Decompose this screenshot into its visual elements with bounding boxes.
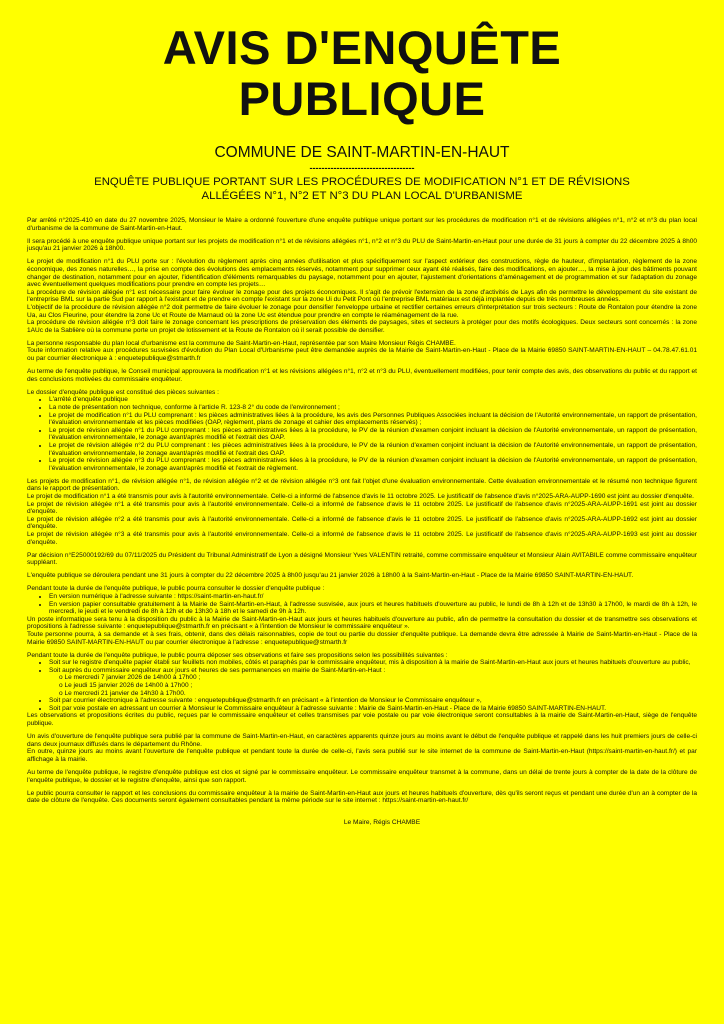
paragraph-deroulement: L'enquête publique se déroulera pendant une 31 jours à compter du 22 décembre 2025 à 8h00 jusqu'au 21 janvier 2026 à 18h00 à la Saint-Martin-en-Haut - Place de la Mairie 69850 SAINT-MARTIN-EN-HAUT. xyxy=(27,572,634,580)
consultation-list xyxy=(27,593,697,616)
list-item: • L'arrêté d'enquête publique xyxy=(49,396,697,404)
list-item: • En version papier consultable gratuitement à la Mairie de Saint-Martin-en-Haut, à l'adresse susvisée, aux jours et heures habituels d'ouverture au public, le lundi de 8h à 12h et de 13h30 à 17h00, le mardi de 8h à 12h, le mercredi, le jeudi et le vendredi de 8h à 12h et de 13h30 à 18h et le samedi de 9h à 12h. xyxy=(49,601,697,616)
paragraph-avis-revision-3: Le projet de révision allégée n°3 a été transmis pour avis à l'autorité environnementale. Celle-ci a informé de l'absence d'avis le 11 octobre 2025. Le justificatif de l'absence d'avis n°2025-ARA-AUPP-1693 est joint au dossier d'enquête. xyxy=(27,530,697,546)
list-item: • La note de présentation non technique, conforme à l'article R. 123-8 2° du code de l'environnement ; xyxy=(49,404,697,412)
paragraph-revision-1: La procédure de révision allégée n°1 est nécessaire pour faire évoluer le zonage pour des projets économiques. Il s'agit de prévoir l'extension de la zone d'activités de Lays afin de permettre le développement du site existant de l'entreprise BML sur la partie Sud par rapport à l'existant et de prendre en compte l'existant sur la zone Ui du Petit Pont où l'entreprise BML matériaux est déjà implantée depuis de très nombreuses années. xyxy=(27,288,697,304)
paragraph-rapport: Le public pourra consulter le rapport et les conclusions du commissaire enquêteur à la mairie de Saint-Martin-en-Haut aux jours et heures habituels d'ouverture, dès qu'ils seront reçus et pendant une durée d'un an à compter de la date de clôture de l'enquête. Ces documents seront également consultables pendant la même période sur le site internet : https://saint-martin-en-haut.fr/ xyxy=(27,789,697,805)
list-item: • Soit par courrier électronique à l'adresse suivante : enquetepublique@stmarth.fr en précisant « à l'intention de Monsieur le Commissaire enquêteur », xyxy=(49,697,697,705)
paragraph-terme: Au terme de l'enquête publique, le Conseil municipal approuvera la modification n°1 et les révisions allégées n°1, n°2 et n°3 du PLU, éventuellement modifiées, pour tenir compte des avis, des observations du public et du rapport et des conclusions motivées du commissaire enquêteur. xyxy=(27,368,697,383)
paragraph-avis-ouverture: Un avis d'ouverture de l'enquête publique sera publié par la commune de Saint-Martin-en-Haut, en caractères apparents quinze jours au moins avant le début de l'enquête publique et rappelé dans les huit premiers jours de celle-ci dans deux journaux diffusés dans le département du Rhône. xyxy=(27,733,697,748)
notice-subtitle xyxy=(27,175,697,203)
subtitle-line-1: ENQUÊTE PUBLIQUE PORTANT SUR LES PROCÉDURES DE MODIFICATION N°1 ET DE RÉVISIONS xyxy=(94,176,630,188)
list-item: • Le projet de modification n°1 du PLU comprenant : les pièces administratives liées à la procédure, les avis des Personnes Publiques Associées incluant la décision de l'Autorité environnementale, un rapport de présentation, l'évaluation environnementale et les pièces modifiées (OAP, règlement, plans de zonage et cahier des emplacements réservés) ; xyxy=(49,412,697,427)
deposit-list xyxy=(27,659,697,712)
paragraph-publication-internet: En outre, quinze jours au moins avant l'ouverture de l'enquête publique et pendant toute la durée de celle-ci, l'avis sera publié sur le site internet de la commune de Saint-Martin-en-Haut (https://saint-martin-en-haut.fr/) et par affichage à la mairie. xyxy=(27,748,697,763)
list-item: • Soit par voie postale en adressant un courrier à Monsieur le Commissaire enquêteur à l'adresse suivante : Mairie de Saint-Martin-en-Haut - Place de la Mairie 69850 SAINT-MARTIN-EN-HAUT. xyxy=(49,705,697,713)
paragraph-decision: Par décision n°E25000192/69 du 07/11/2025 du Président du Tribunal Administratif de Lyon a désigné Monsieur Yves VALENTIN retraité, comme commissaire enquêteur et Monsieur Alain AVITABILE comme commissaire enquêteur suppléant. xyxy=(27,551,697,567)
list-item: • Le projet de révision allégée n°1 du PLU comprenant : les pièces administratives liées à la procédure, le PV de la réunion d'examen conjoint incluant la décision de l'Autorité environnementale, un rapport de présentation, l'évaluation environnementale, le zonage avant/après modifié et l'extrait des OAP. xyxy=(49,427,697,442)
notice-body xyxy=(27,217,697,805)
paragraph-responsable: La personne responsable du plan local d'urbanisme est la commune de Saint-Martin-en-Haut, représentée par son Maire Monsieur Régis CHAMBE. xyxy=(27,339,456,347)
list-item: • Soit sur le registre d'enquête papier établi sur feuillets non mobiles, côtés et paraphés par le commissaire enquêteur, mis à disposition à la mairie de Saint-Martin-en-Haut aux jours et heures habituels d'ouverture au public, xyxy=(49,659,697,667)
list-item-text: Soit auprès du commissaire enquêteur aux jours et heures de ses permanences en mairie de Saint-Martin-en-Haut : xyxy=(49,666,386,674)
permanence-item: o Le jeudi 15 janvier 2026 de 14h00 à 17h00 ; xyxy=(59,682,193,690)
paragraph-copie-dossier: Toute personne pourra, à sa demande et à ses frais, obtenir, dans des délais raisonnables, copie de tout ou partie du dossier d'enquête publique. La demande devra être adressée à Mairie de Saint-Martin-en-Haut - Place de la Mairie 69850 SAINT-MARTIN-EN-HAUT ou par courrier électronique à l'adresse : enquetepublique@stmarth.fr xyxy=(27,631,697,646)
permanence-item: o Le mercredi 21 janvier de 14h30 à 17h00. xyxy=(59,689,186,697)
paragraph-avis-revision-2: Le projet de révision allégée n°2 a été transmis pour avis à l'autorité environnementale. Celle-ci a informé de l'absence d'avis le 11 octobre 2025. Le justificatif de l'absence d'avis n°2025-ARA-AUPP-1692 est joint au dossier d'enquête. xyxy=(27,515,697,531)
list-item: • Le projet de révision allégée n°2 du PLU comprenant : les pièces administratives liées à la procédure, le PV de la réunion d'examen conjoint incluant la décision de l'Autorité environnementale, un rapport de présentation, l'évaluation environnementale, le zonage avant/après modifié et l'extrait des OAP. xyxy=(49,442,697,457)
commune-name: COMMUNE DE SAINT-MARTIN-EN-HAUT xyxy=(214,144,510,161)
permanence-item: o Le mercredi 7 janvier 2026 de 14h00 à 17h00 ; xyxy=(59,674,201,682)
dossier-list xyxy=(27,396,697,472)
paragraph-modification: Le projet de modification n°1 du PLU porte sur : l'évolution du règlement après cinq années d'utilisation et plus spécifiquement sur l'aspect extérieur des constructions, règle de hauteur, d'implantation, règlement de la zone économique, des zones naturelles…, la prise en compte des évolutions des emplacements réservés, notamment pour supprimer ceux ayant été réalisés, faire des modifications, en ajouter…, la mise à jour des bâtiments pouvant changer de destination, notamment pour en ajouter, l'identification d'éléments remarquables du paysage, notamment pour en ajouter, l'ajustement d'orientations d'aménagement et de programmation et sur l'adaptation du zonage avec éventuellement quelques modifications pour prendre en compte les projets… xyxy=(27,258,697,289)
list-item xyxy=(49,667,697,697)
paragraph-evaluation: Les projets de modification n°1, de révision allégée n°1, de révision allégée n°2 et de révision allégée n°3 ont fait l'objet d'une évaluation environnementale. Cette évaluation environnementale et le résumé non technique figurent dans le rapport de présentation. xyxy=(27,477,697,493)
paragraph-cloture: Au terme de l'enquête publique, le registre d'enquête publique est clos et signé par le commissaire enquêteur. Le commissaire enquêteur transmet à la commune, dans un délai de trente jours à compter de la date de la clôture de l'enquête publique, le dossier et le registre d'enquête, ainsi que son rapport. xyxy=(27,769,697,784)
title-line-2: PUBLIQUE xyxy=(238,72,486,125)
signature: Le Maire, Régis CHAMBE xyxy=(343,818,421,826)
title-line-1: AVIS D'ENQUÊTE xyxy=(162,21,562,74)
list-item: • Le projet de révision allégée n°3 du PLU comprenant : les pièces administratives liées à la procédure, le PV de la réunion d'examen conjoint incluant la décision de l'Autorité environnementale, un rapport de présentation, l'évaluation environnementale, le zonage avant/après modifié et l'extrait de règlement. xyxy=(49,457,697,472)
permanences-list xyxy=(49,674,697,697)
paragraph-deposer-intro: Pendant toute la durée de l'enquête publique, le public pourra déposer ses observations et faire ses propositions selon les possibilités suivantes : xyxy=(27,651,448,659)
paragraph-revision-2: L'objectif de la procédure de révision allégée n°2 doit permettre de faire évoluer le zonage pour densifier l'enveloppe urbaine et rectifier certaines erreurs d'interprétation sur trois secteurs : Route de Rontalon pour étendre la zone Ua, au Clos Fleurine, pour étendre la zone Uc et Route de Marnaud où la zone Uc est étendue pour prendre en compte le réaménagement de la rue. xyxy=(27,303,697,319)
paragraph-avis-revision-1: Le projet de révision allégée n°1 a été transmis pour avis à l'autorité environnementale. Celle-ci a informé de l'absence d'avis le 11 octobre 2025. Le justificatif de l'absence d'avis n°2025-ARA-AUPP-1691 est joint au dossier d'enquête. xyxy=(27,500,697,516)
paragraph-information: Toute information relative aux procédures susvisées d'évolution du Plan Local d'Urbanisme peut être demandée auprès de la Mairie de Saint-Martin-en-Haut - Place de la Mairie 69850 SAINT-MARTIN-EN-HAUT – 04.78.47.61.01 ou par courrier électronique à : enquetepublique@stmarth.fr xyxy=(27,347,697,362)
notice-title xyxy=(27,22,697,124)
paragraph-poste-informatique: Un poste informatique sera tenu à la disposition du public à la Mairie de Saint-Martin-en-Haut aux jours et heures habituels d'ouverture au public, afin de permettre la consultation du dossier et de transmettre ses observations et propositions à l'adresse suivante : enquetepublique@stmarth.fr en précisant « à l'intention de Monsieur le commissaire enquêteur ». xyxy=(27,615,697,631)
separator-line: ----------------------------------- xyxy=(309,163,415,173)
subtitle-line-2: ALLÉGÉES N°1, N°2 ET N°3 DU PLAN LOCAL D'URBANISME xyxy=(201,190,523,202)
list-item: • En version numérique à l'adresse suivante : https://saint-martin-en-haut.fr/ xyxy=(49,593,697,601)
paragraph-duree: Il sera procédé à une enquête publique unique portant sur les projets de modification n°1 et de révisions allégées n°1, n°2 et n°3 du PLU de Saint-Martin-en-Haut pour une durée de 31 jours à compter du 22 décembre 2025 à 8h00 jusqu'au 21 janvier 2026 à 18h00. xyxy=(27,237,697,253)
paragraph-arrete: Par arrêté n°2025-410 en date du 27 novembre 2025, Monsieur le Maire a ordonné l'ouverture d'une enquête publique unique portant sur les procédures de modification n°1 et de révisions allégées n°1, n°2 et n°3 du plan local d'urbanisme de la commune de Saint-Martin-en-Haut. xyxy=(27,217,697,232)
paragraph-dossier-intro: Le dossier d'enquête publique est constitué des pièces suivantes : xyxy=(27,388,219,396)
paragraph-avis-modification: Le projet de modification n°1 a été transmis pour avis à l'autorité environnementale. Celle-ci a informé de l'absence d'avis le 11 octobre 2025. Le justificatif de l'absence d'avis n°2025-ARA-AUPP-1690 est joint au dossier d'enquête. xyxy=(27,493,694,500)
paragraph-consulter-intro: Pendant toute la durée de l'enquête publique, le public pourra consulter le dossier d'enquête publique : xyxy=(27,585,325,593)
paragraph-observations: Les observations et propositions écrites du public, reçues par le commissaire enquêteur et celles transmises par voie postale ou par voie électronique seront consultables à la mairie de Saint-Martin-en-Haut, siège de l'enquête publique. xyxy=(27,712,697,728)
paragraph-revision-3: La procédure de révision allégée n°3 doit faire le zonage concernant les prescriptions de préservation des éléments de paysages, sites et secteurs à protéger pour des motifs écologiques. Deux secteurs sont concernés : la zone 1AUc de la Sablière où la commune porte un projet de lotissement et la Route de Rontalon où il serait possible de densifier. xyxy=(27,319,697,334)
